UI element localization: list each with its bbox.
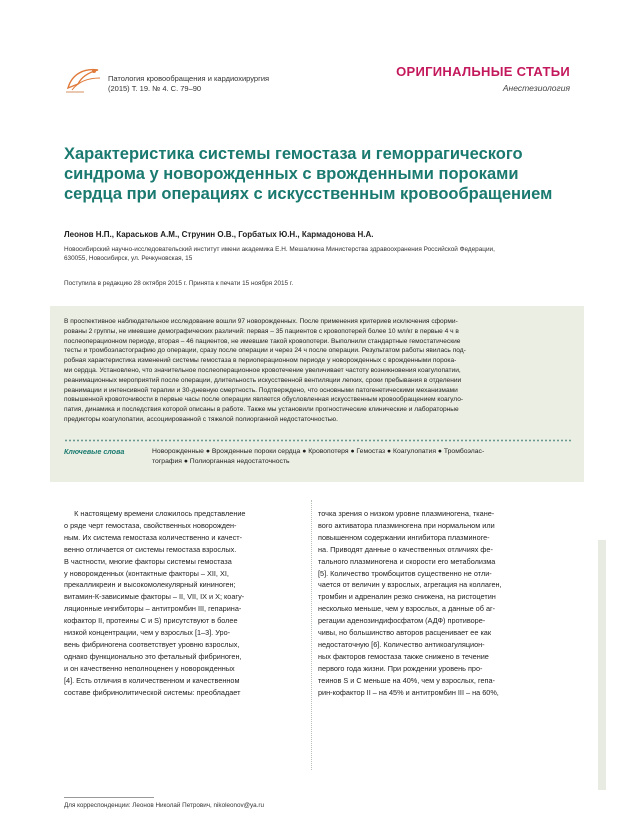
footnote-rule — [64, 797, 154, 798]
body-line: [4]. Есть отличия в количественном и качественном — [64, 675, 240, 685]
body-line: несколько меньше, чем у взрослых, а данные об аг- — [318, 604, 496, 614]
affiliation-line: Новосибирский научно-исследовательский институт имени академика Е.Н. Мешалкина Министерства здравоохранения Российской Федерации, — [64, 246, 495, 253]
section-subtitle: Анестезиология — [502, 83, 570, 93]
abstract-line: ми сердца. Установлено, что значительное послеоперационное кровотечение увеличивает частоту возникновения коагулопатии, — [64, 366, 461, 374]
abstract-line: послеоперационном периоде, вторая – 46 пациентов, не имевшие такой кровопотери. Выполнили стандартные гемостатические — [64, 337, 461, 345]
body-line: вого активатора плазминогена при нормальном или — [318, 520, 495, 530]
body-line: однако функционально это фетальный фибриноген, — [64, 651, 242, 661]
body-line: ляционные ингибиторы – антитромбин III, гепарина- — [64, 604, 242, 614]
body-line: и он качественно неполноценен у новорожденных — [64, 663, 235, 673]
abstract-line: робная характеристика изменений системы гемостаза в периоперационном периоде у новорожденных с врожденными порока- — [64, 357, 457, 365]
body-line: первого года жизни. При рождении уровень про- — [318, 663, 483, 673]
authors: Леонов Н.П., Караськов А.М., Струнин О.В., Горбатых Ю.Н., Кармадонова Н.А. — [64, 230, 374, 239]
affiliation — [64, 245, 584, 263]
body-line: В частности, многие факторы системы гемостаза — [64, 556, 232, 566]
body-column-left — [64, 508, 306, 699]
section-title: ОРИГИНАЛЬНЫЕ СТАТЬИ — [396, 64, 570, 79]
body-line: прекалликреин и высокомолекулярный кининоген; — [64, 580, 236, 590]
keywords — [152, 447, 582, 467]
abstract-text — [64, 317, 574, 425]
body-line: низкой концентрации, чем у взрослых [1–3]. Уро- — [64, 628, 231, 638]
section-header — [396, 64, 570, 93]
body-line: о ряде черт гемостаза, свойственных новорожден- — [64, 520, 237, 530]
column-divider — [311, 500, 312, 770]
title-line: сердца при операциях с искусственным кровообращением — [64, 185, 553, 203]
body-line: тромбин и адреналин резко снижена, на ристоцетин — [318, 592, 496, 602]
body-line: венно отличается от системы гемостаза взрослых. — [64, 544, 237, 554]
abstract-line: тесты и тромбоэластографию до операции, сразу после операции и через 24 ч после операции. Результатом работы явилась под- — [64, 347, 466, 355]
body-line: точка зрения о низком уровне плазминогена, ткане- — [318, 509, 495, 518]
abstract-line: патия, динамика и последствия которой описаны в работе. Также мы установили прогностические клинические и лабораторные — [64, 406, 459, 414]
keywords-line: Новорожденные ● Врожденные пороки сердца ● Кровопотеря ● Гемостаз ● Коагулопатия ● Тромбоэлас- — [152, 448, 485, 455]
body-line: витамин-К-зависимые факторы – II, VII, IX и X; коагу- — [64, 592, 245, 602]
affiliation-line: 630055, Новосибирск, ул. Речкуновская, 15 — [64, 255, 193, 262]
abstract-line: В проспективное наблюдательное исследование вошли 97 новорожденных. После применения критериев исключения сформи- — [64, 318, 458, 325]
body-line: [5]. Количество тромбоцитов существенно не отли- — [318, 568, 492, 578]
journal-issue: (2015) Т. 19. № 4. С. 79–90 — [108, 84, 202, 93]
body-line: ным. Их система гемостаза количественно и качест- — [64, 532, 242, 542]
abstract-line: повышенной кровоточивости в первые часы после операции является обусловленная искусственным кровообращением коагуло- — [64, 396, 464, 404]
body-line: теинов S и С меньше на 40%, чем у взрослых, гепа- — [318, 675, 495, 685]
body-line: повышенном содержании ингибитора плазминоге- — [318, 532, 490, 542]
keywords-line: тография ● Полиорганная недостаточность — [152, 458, 290, 465]
body-line: недостаточную [6]. Количество антикоагуляцион- — [318, 639, 485, 649]
journal-citation — [108, 74, 269, 94]
body-line: К настоящему времени сложилось представление — [64, 509, 246, 518]
abstract-line: реанимации и интенсивной терапии и 30-дневную смертность. Подтверждено, что основными патогенетическими механизмами — [64, 386, 458, 394]
title-line: Характеристика системы гемостаза и геморрагического — [64, 145, 523, 163]
abstract-line: реанимационных мероприятий после операции, длительность искусственной вентиляции легких, сроки пребывания в отделении — [64, 376, 462, 384]
body-line: кофактор II, протеины С и S) присутствуют в более — [64, 616, 238, 626]
correspondence-footnote: Для корреспонденции: Леонов Николай Петрович, nikoleonov@ya.ru — [64, 802, 265, 809]
body-line: рин-кофактор II – на 45% и антитромбин III – на 60%, — [318, 687, 499, 697]
body-line: составе фибринолитической системы: преобладает — [64, 687, 241, 697]
body-line: на. Приводят данные о качественных отличиях фе- — [318, 544, 493, 554]
body-line: регации аденозиндифосфатом (АДФ) противоре- — [318, 616, 486, 626]
body-line: ных факторов гемостаза также снижено в течение — [318, 651, 489, 661]
journal-logo-icon — [64, 62, 104, 94]
dotted-divider — [64, 439, 572, 442]
body-line: тального плазминогена и скорости его метаболизма — [318, 556, 496, 566]
journal-name: Патология кровообращения и кардиохирургия — [108, 74, 270, 83]
received-dates: Поступила в редакцию 28 октября 2015 г. Принята к печати 15 ноября 2015 г. — [64, 280, 294, 287]
keywords-label: Ключевые слова — [64, 447, 125, 456]
body-line: вень фибриногена соответствует уровню взрослых, — [64, 639, 240, 649]
body-line: чается от величин у взрослых, агрегация на коллаген, — [318, 580, 502, 590]
abstract-line: предикторы коагулопатии, ассоциированной с тяжелой полиорганной недостаточностью. — [64, 415, 338, 423]
body-line: чивы, но большинство авторов расценивает ее как — [318, 628, 492, 638]
title-line: синдрома у новорожденных с врожденными пороками — [64, 165, 519, 183]
article-title — [64, 144, 564, 204]
body-line: у новорожденных (контактные факторы – XII, XI, — [64, 568, 229, 578]
body-column-right — [318, 508, 570, 699]
page-side-bar — [598, 540, 606, 790]
abstract-line: рованы 2 группы, не имевшие демографических различий: первая – 35 пациентов с кровопотерей более 10 мл/кг в первые 4 ч в — [64, 327, 459, 335]
